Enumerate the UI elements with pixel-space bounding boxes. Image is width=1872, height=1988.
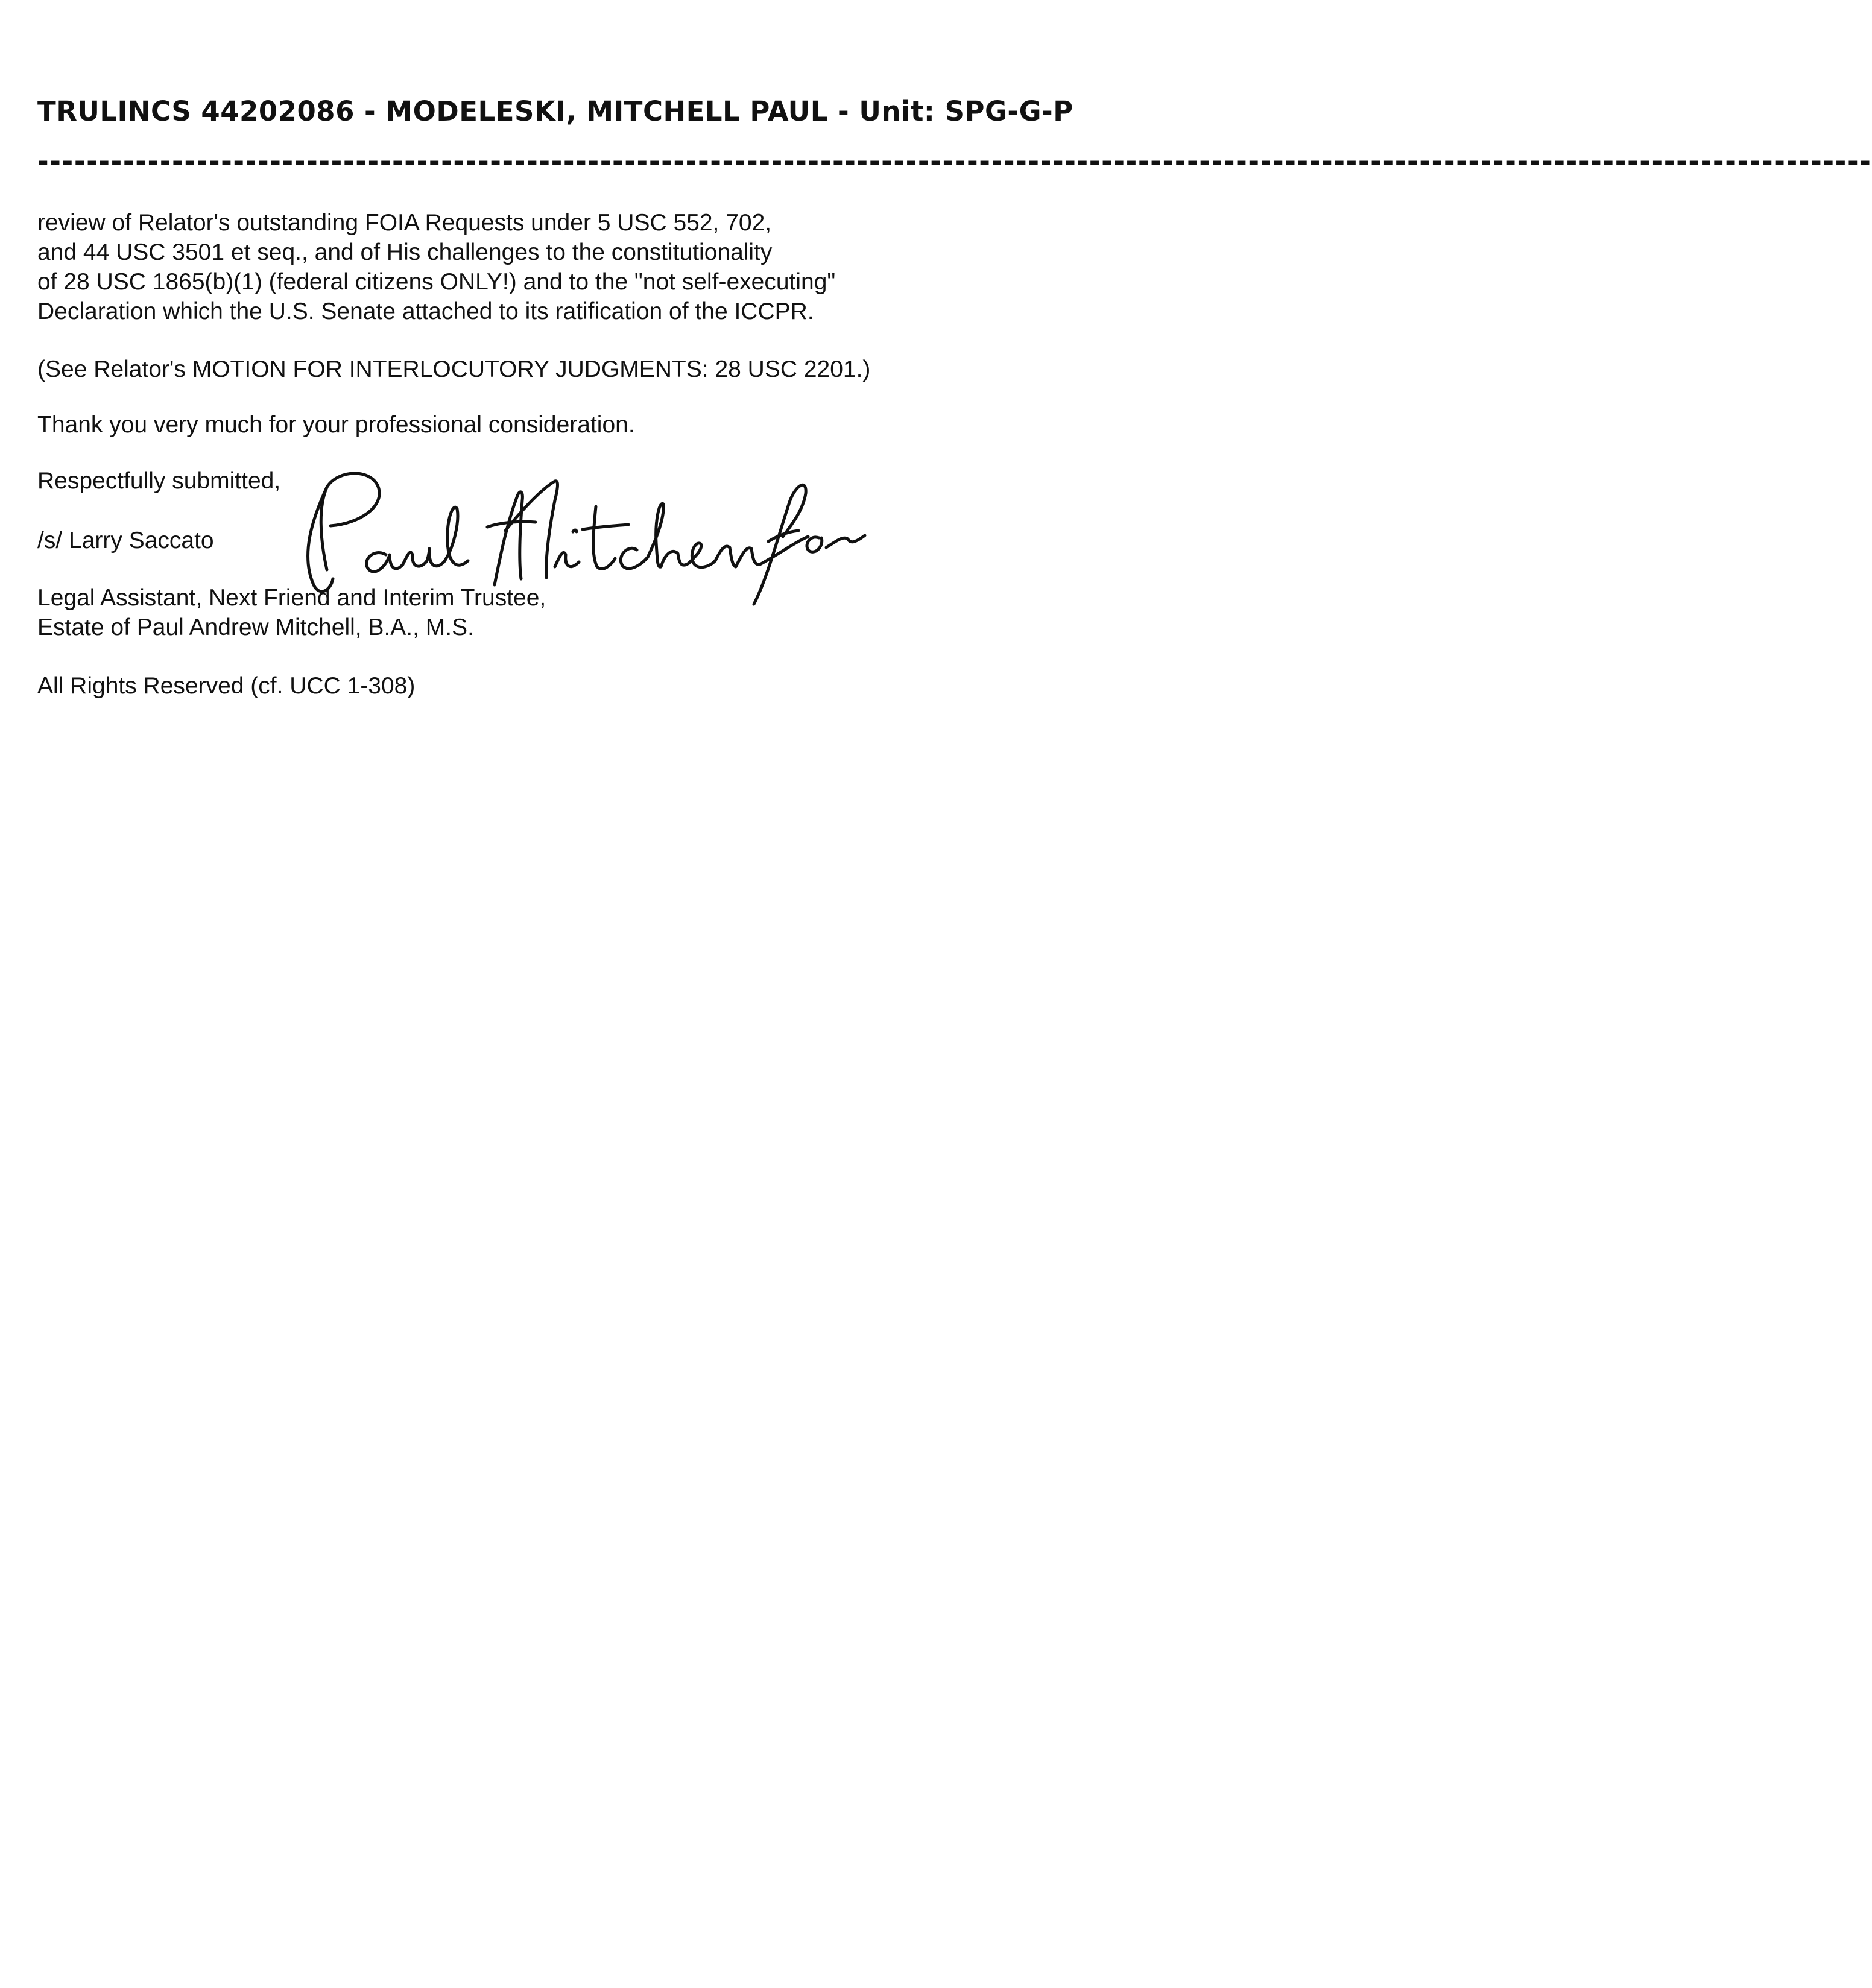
body-paragraph-review	[37, 208, 835, 326]
rights-reserved: All Rights Reserved (cf. UCC 1-308)	[37, 673, 416, 699]
closing-text: Respectfully submitted,	[37, 468, 281, 494]
body-paragraph-thanks: Thank you very much for your professional consideration.	[37, 412, 635, 438]
role-line: Estate of Paul Andrew Mitchell, B.A., M.S.	[37, 614, 474, 640]
trulincs-header: TRULINCS 44202086 - MODELESKI, MITCHELL PAUL - Unit: SPG-G-P	[37, 95, 1074, 127]
signer-name: /s/ Larry Saccato	[37, 528, 214, 554]
dashed-separator: ------------------------------------------------------------------------------------------------------------------------------------------------------	[37, 145, 1872, 177]
body-line: Declaration which the U.S. Senate attached to its ratification of the ICCPR.	[37, 298, 814, 324]
body-line: of 28 USC 1865(b)(1) (federal citizens ONLY!) and to the "not self-executing"	[37, 269, 836, 295]
body-line: review of Relator's outstanding FOIA Requests under 5 USC 552, 702,	[37, 210, 772, 236]
signer-role	[37, 583, 546, 642]
body-line: and 44 USC 3501 et seq., and of His challenges to the constitutionality	[37, 239, 773, 265]
body-paragraph-see-motion: (See Relator's MOTION FOR INTERLOCUTORY JUDGMENTS: 28 USC 2201.)	[37, 356, 871, 382]
role-line: Legal Assistant, Next Friend and Interim Trustee,	[37, 585, 546, 611]
